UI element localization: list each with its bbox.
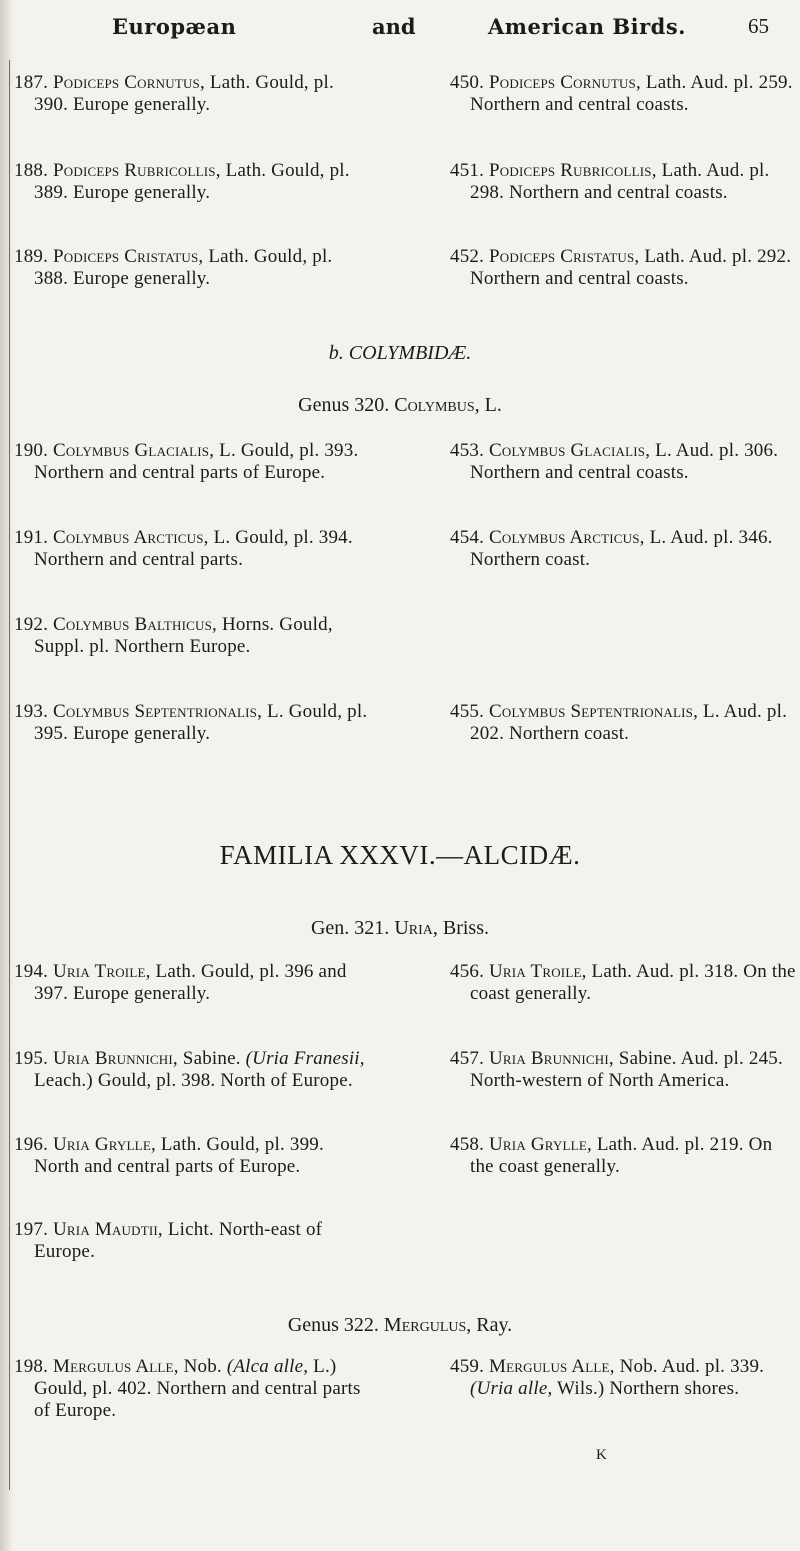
entry-190: 190. Colymbus Glacialis, L. Gould, pl. 393. Northern and central parts of Europe. bbox=[14, 440, 359, 483]
genus-321-heading: Gen. 321. Uria, Briss. bbox=[310, 917, 489, 939]
running-header bbox=[0, 14, 800, 50]
subfamily-heading: b. COLYMBIDÆ. bbox=[328, 342, 472, 364]
entry-453: 453. Colymbus Glacialis, L. Aud. pl. 306. Northern and central coasts. bbox=[450, 440, 779, 483]
entry-450: 450. Podiceps Cornutus, Lath. Aud. pl. 259. Northern and central coasts. bbox=[450, 72, 793, 115]
page-number: 65 bbox=[748, 14, 769, 38]
entry-455: 455. Colymbus Septentrionalis, L. Aud. pl. 202. Northern coast. bbox=[450, 701, 788, 744]
header-mid: and bbox=[372, 14, 416, 39]
entry-198: 198. Mergulus Alle, Nob. (Alca alle, L.) Gould, pl. 402. Northern and central parts of Europe. bbox=[14, 1356, 361, 1421]
entry-457: 457. Uria Brunnichi, Sabine. Aud. pl. 245. North-western of North America. bbox=[450, 1048, 783, 1091]
entry-193: 193. Colymbus Septentrionalis, L. Gould, pl. 395. Europe generally. bbox=[14, 701, 368, 744]
genus-322-heading: Genus 322. Mergulus, Ray. bbox=[287, 1314, 513, 1336]
entry-451: 451. Podiceps Rubricollis, Lath. Aud. pl. 298. Northern and central coasts. bbox=[450, 160, 770, 203]
header-left: Europæan bbox=[112, 14, 237, 39]
entry-189: 189. Podiceps Cristatus, Lath. Gould, pl. 388. Europe generally. bbox=[14, 246, 333, 289]
entry-196: 196. Uria Grylle, Lath. Gould, pl. 399. North and central parts of Europe. bbox=[14, 1134, 324, 1177]
entry-452: 452. Podiceps Cristatus, Lath. Aud. pl. 292. Northern and central coasts. bbox=[450, 246, 792, 289]
entry-195: 195. Uria Brunnichi, Sabine. (Uria Franesii, Leach.) Gould, pl. 398. North of Europe. bbox=[14, 1048, 365, 1091]
header-right: American Birds. bbox=[488, 14, 686, 39]
genus-320-heading: Genus 320. Colymbus, L. bbox=[298, 394, 502, 416]
signature-mark: K bbox=[596, 1447, 607, 1463]
entry-459: 459. Mergulus Alle, Nob. Aud. pl. 339. (Uria alle, Wils.) Northern shores. bbox=[450, 1356, 765, 1399]
entry-187: 187. Podiceps Cornutus, Lath. Gould, pl. 390. Europe generally. bbox=[14, 72, 334, 115]
gutter-rule bbox=[9, 60, 10, 1490]
entry-188: 188. Podiceps Rubricollis, Lath. Gould, pl. 389. Europe generally. bbox=[14, 160, 350, 203]
entry-454: 454. Colymbus Arcticus, L. Aud. pl. 346. Northern coast. bbox=[450, 527, 773, 570]
entry-191: 191. Colymbus Arcticus, L. Gould, pl. 394. Northern and central parts. bbox=[14, 527, 353, 570]
entry-197: 197. Uria Maudtii, Licht. North-east of Europe. bbox=[14, 1219, 323, 1262]
entry-458: 458. Uria Grylle, Lath. Aud. pl. 219. On the coast generally. bbox=[450, 1134, 773, 1177]
entry-194: 194. Uria Troile, Lath. Gould, pl. 396 and 397. Europe generally. bbox=[14, 961, 347, 1004]
entry-192: 192. Colymbus Balthicus, Horns. Gould, Suppl. pl. Northern Europe. bbox=[14, 614, 333, 657]
family-heading: FAMILIA XXXVI.—ALCIDÆ. bbox=[219, 840, 581, 870]
entry-456: 456. Uria Troile, Lath. Aud. pl. 318. On the coast generally. bbox=[450, 961, 796, 1004]
